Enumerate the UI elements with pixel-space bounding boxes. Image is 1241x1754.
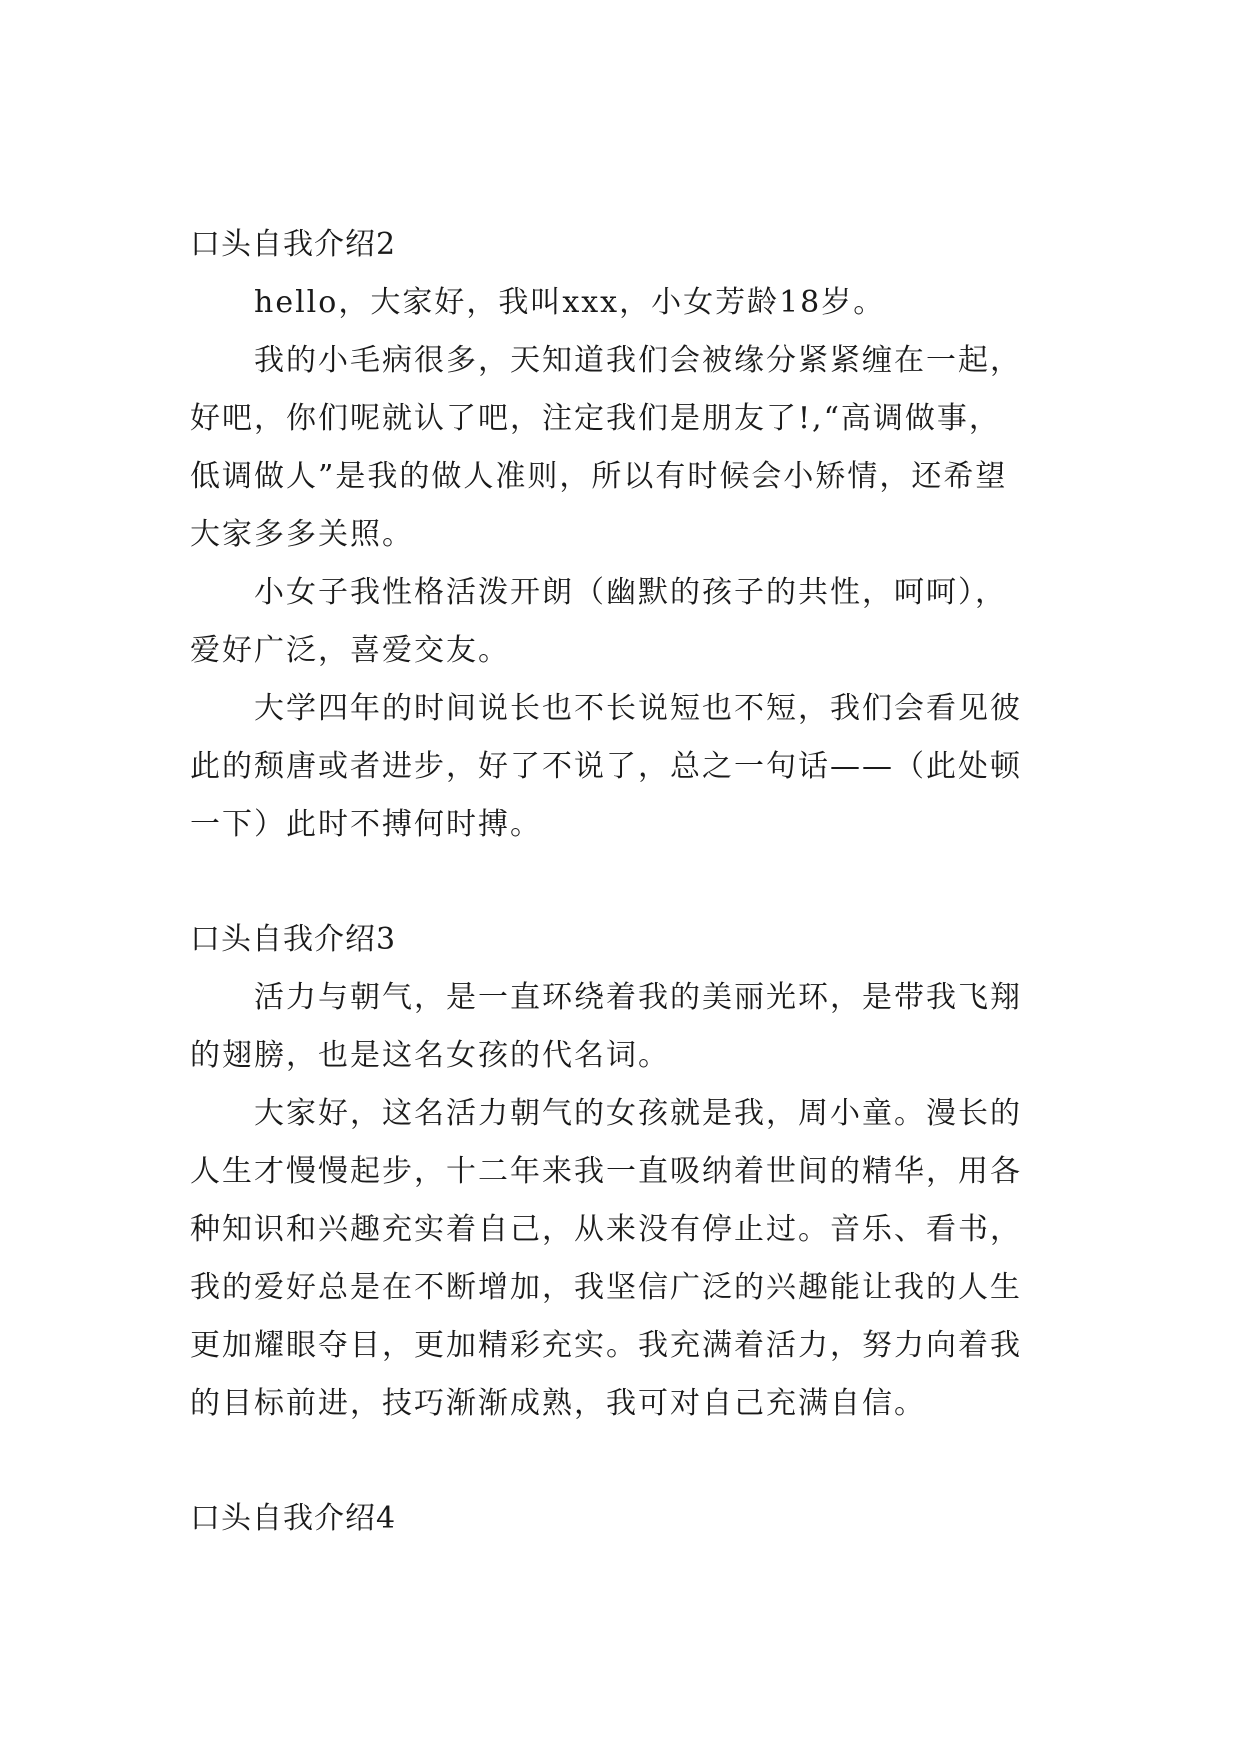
section-heading-2: 口头自我介绍2 [190,227,397,262]
paragraph-line: 种知识和兴趣充实着自己，从来没有停止过。音乐、看书， [190,1212,1022,1247]
paragraph-line: 爱好广泛，喜爱交友。 [190,633,510,668]
paragraph-line: 我的小毛病很多，天知道我们会被缘分紧紧缠在一起， [254,343,1022,378]
paragraph-line: 大家好，这名活力朝气的女孩就是我，周小童。漫长的 [254,1096,1022,1131]
paragraph-line: 活力与朝气，是一直环绕着我的美丽光环，是带我飞翔 [254,980,1022,1015]
paragraph-line: 的翅膀，也是这名女孩的代名词。 [190,1038,670,1073]
section-heading-4: 口头自我介绍4 [190,1501,397,1536]
paragraph-line: 大家多多关照。 [190,517,414,552]
section-heading-3: 口头自我介绍3 [190,922,397,957]
document-page [190,0,1050,1754]
paragraph-line: 我的爱好总是在不断增加，我坚信广泛的兴趣能让我的人生 [190,1270,1022,1305]
paragraph-line: 此的颓唐或者进步，好了不说了，总之一句话——（此处顿 [190,749,1022,784]
paragraph-line: 低调做人”是我的做人准则，所以有时候会小矫情，还希望 [190,459,1008,494]
paragraph-line: 小女子我性格活泼开朗（幽默的孩子的共性，呵呵）， [254,575,1007,610]
paragraph-line: 大学四年的时间说长也不长说短也不短，我们会看见彼 [254,691,1022,726]
paragraph-line: 的目标前进，技巧渐渐成熟，我可对自己充满自信。 [190,1386,926,1421]
paragraph-line: 人生才慢慢起步，十二年来我一直吸纳着世间的精华，用各 [190,1154,1022,1189]
paragraph-line: 好吧，你们呢就认了吧，注定我们是朋友了!,“高调做事， [190,401,1001,436]
paragraph-line: hello，大家好，我叫xxx，小女芳龄18岁。 [254,285,886,320]
paragraph-line: 更加耀眼夺目，更加精彩充实。我充满着活力，努力向着我 [190,1328,1022,1363]
paragraph-line: 一下）此时不搏何时搏。 [190,807,542,842]
